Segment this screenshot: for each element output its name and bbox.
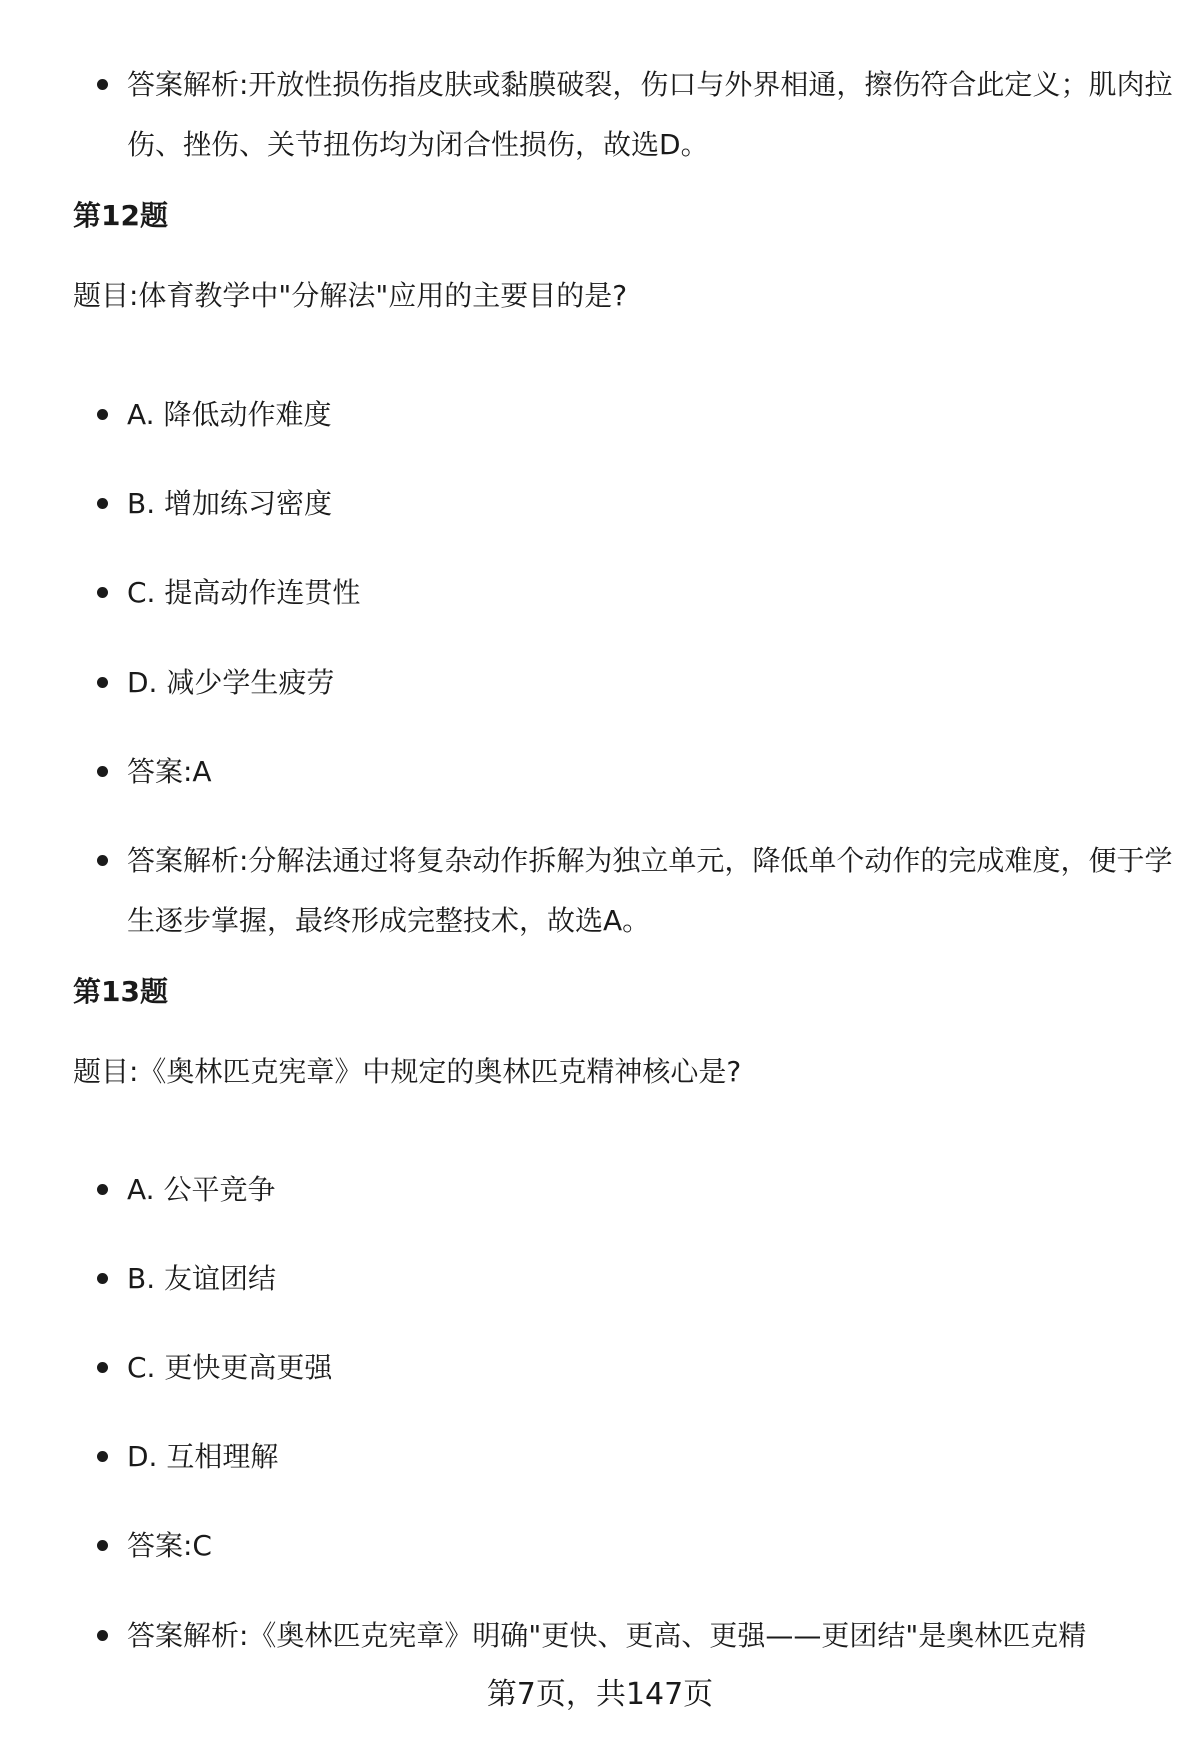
q12-option-d: D. 减少学生疲劳 — [97, 653, 1182, 713]
q13-option-a: A. 公平竞争 — [97, 1160, 1182, 1220]
q13-heading: 第13题 — [73, 975, 168, 1008]
q13-option-c: C. 更快更高更强 — [97, 1338, 1182, 1398]
q12-option-b: B. 增加练习密度 — [97, 474, 1182, 534]
q12-option-c: C. 提高动作连贯性 — [97, 563, 1182, 623]
q13-option-b: B. 友谊团结 — [97, 1249, 1182, 1309]
q13-question: 题目:《奥林匹克宪章》中规定的奥林匹克精神核心是? — [73, 1055, 742, 1088]
q13-answer: 答案:C — [97, 1516, 1182, 1576]
q12-question: 题目:体育教学中"分解法"应用的主要目的是? — [73, 279, 628, 312]
q12-heading: 第12题 — [73, 199, 168, 232]
q12-answer: 答案:A — [97, 742, 1182, 802]
q13-option-d: D. 互相理解 — [97, 1427, 1182, 1487]
q12-option-a: A. 降低动作难度 — [97, 385, 1182, 445]
q13-explanation: 答案解析:《奥林匹克宪章》明确"更快、更高、更强——更团结"是奥林匹克精 — [97, 1606, 1182, 1666]
page-indicator: 第7页，共147页 — [486, 1677, 714, 1712]
q12-explanation: 答案解析:分解法通过将复杂动作拆解为独立单元，降低单个动作的完成难度，便于学生逐步掌握，最终形成完整技术，故选A。 — [97, 831, 1182, 951]
q11-explanation: 答案解析:开放性损伤指皮肤或黏膜破裂，伤口与外界相通，擦伤符合此定义；肌肉拉伤、挫伤、关节扭伤均为闭合性损伤，故选D。 — [97, 55, 1182, 175]
